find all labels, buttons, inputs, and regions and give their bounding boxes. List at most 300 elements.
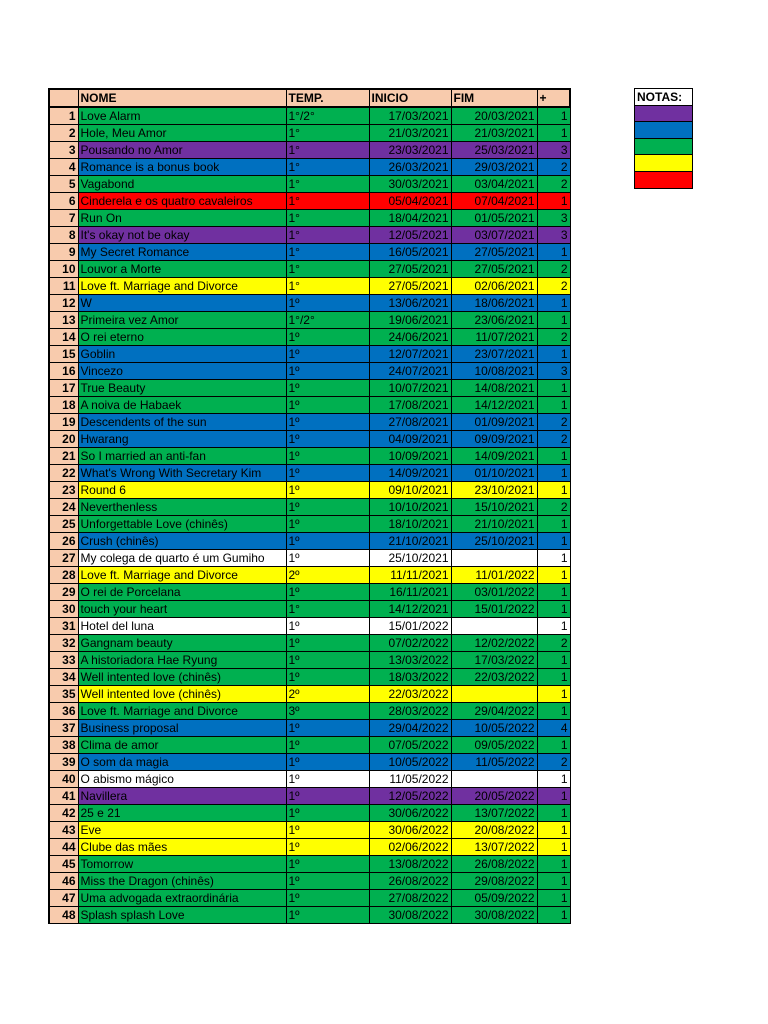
end-date-cell[interactable]: 05/09/2022	[451, 890, 537, 907]
plus-count-cell[interactable]: 1	[537, 839, 570, 856]
row-number-cell[interactable]: 41	[49, 788, 78, 805]
row-number-cell[interactable]: 9	[49, 244, 78, 261]
drama-name-cell[interactable]: Business proposal	[78, 720, 286, 737]
drama-name-cell[interactable]: Unforgettable Love (chinês)	[78, 516, 286, 533]
start-date-cell[interactable]: 30/06/2022	[369, 822, 451, 839]
end-date-cell[interactable]: 11/05/2022	[451, 754, 537, 771]
plus-count-cell[interactable]: 3	[537, 210, 570, 227]
plus-count-cell[interactable]: 4	[537, 720, 570, 737]
season-cell[interactable]: 1°	[286, 244, 369, 261]
drama-name-cell[interactable]: O abismo mágico	[78, 771, 286, 788]
row-number-cell[interactable]: 3	[49, 142, 78, 159]
start-date-cell[interactable]: 10/07/2021	[369, 380, 451, 397]
row-number-cell[interactable]: 35	[49, 686, 78, 703]
row-number-cell[interactable]: 5	[49, 176, 78, 193]
row-number-cell[interactable]: 21	[49, 448, 78, 465]
end-date-cell[interactable]: 29/08/2022	[451, 873, 537, 890]
row-number-cell[interactable]: 12	[49, 295, 78, 312]
row-number-cell[interactable]: 40	[49, 771, 78, 788]
start-date-cell[interactable]: 02/06/2022	[369, 839, 451, 856]
season-cell[interactable]: 1º	[286, 397, 369, 414]
drama-name-cell[interactable]: Vincezo	[78, 363, 286, 380]
drama-name-cell[interactable]: Tomorrow	[78, 856, 286, 873]
plus-count-cell[interactable]: 2	[537, 278, 570, 295]
start-date-cell[interactable]: 21/03/2021	[369, 125, 451, 142]
plus-count-cell[interactable]: 1	[537, 516, 570, 533]
plus-count-cell[interactable]: 1	[537, 805, 570, 822]
plus-count-cell[interactable]: 1	[537, 907, 570, 924]
row-number-cell[interactable]: 31	[49, 618, 78, 635]
season-cell[interactable]: 1º	[286, 431, 369, 448]
start-date-cell[interactable]: 07/02/2022	[369, 635, 451, 652]
drama-name-cell[interactable]: Eve	[78, 822, 286, 839]
season-cell[interactable]: 1º	[286, 737, 369, 754]
end-date-cell[interactable]: 17/03/2022	[451, 652, 537, 669]
plus-count-cell[interactable]: 1	[537, 652, 570, 669]
row-number-cell[interactable]: 26	[49, 533, 78, 550]
season-cell[interactable]: 1º	[286, 380, 369, 397]
end-date-cell[interactable]: 02/06/2021	[451, 278, 537, 295]
drama-name-cell[interactable]: Descendents of the sun	[78, 414, 286, 431]
start-date-cell[interactable]: 10/05/2022	[369, 754, 451, 771]
row-number-cell[interactable]: 42	[49, 805, 78, 822]
plus-count-cell[interactable]: 2	[537, 261, 570, 278]
drama-name-cell[interactable]: Navillera	[78, 788, 286, 805]
notes-swatch[interactable]	[635, 171, 693, 188]
row-number-cell[interactable]: 13	[49, 312, 78, 329]
header-cell-season[interactable]: TEMP.	[286, 89, 369, 107]
season-cell[interactable]: 1º	[286, 584, 369, 601]
row-number-cell[interactable]: 38	[49, 737, 78, 754]
season-cell[interactable]: 1º	[286, 771, 369, 788]
season-cell[interactable]: 1º	[286, 414, 369, 431]
drama-name-cell[interactable]: Clube das mães	[78, 839, 286, 856]
drama-name-cell[interactable]: My colega de quarto é um Gumiho	[78, 550, 286, 567]
end-date-cell[interactable]: 09/05/2022	[451, 737, 537, 754]
start-date-cell[interactable]: 17/03/2021	[369, 107, 451, 125]
end-date-cell[interactable]: 03/01/2022	[451, 584, 537, 601]
row-number-cell[interactable]: 14	[49, 329, 78, 346]
season-cell[interactable]: 1º	[286, 448, 369, 465]
row-number-cell[interactable]: 46	[49, 873, 78, 890]
start-date-cell[interactable]: 05/04/2021	[369, 193, 451, 210]
season-cell[interactable]: 1º	[286, 873, 369, 890]
drama-name-cell[interactable]: Run On	[78, 210, 286, 227]
drama-name-cell[interactable]: Hwarang	[78, 431, 286, 448]
end-date-cell[interactable]: 01/09/2021	[451, 414, 537, 431]
drama-name-cell[interactable]: Romance is a bonus book	[78, 159, 286, 176]
season-cell[interactable]: 1°	[286, 278, 369, 295]
start-date-cell[interactable]: 24/07/2021	[369, 363, 451, 380]
row-number-cell[interactable]: 1	[49, 107, 78, 125]
plus-count-cell[interactable]: 1	[537, 856, 570, 873]
plus-count-cell[interactable]: 2	[537, 159, 570, 176]
drama-name-cell[interactable]: A historiadora Hae Ryung	[78, 652, 286, 669]
season-cell[interactable]: 1°/2°	[286, 107, 369, 125]
start-date-cell[interactable]: 29/04/2022	[369, 720, 451, 737]
row-number-cell[interactable]: 37	[49, 720, 78, 737]
start-date-cell[interactable]: 27/05/2021	[369, 261, 451, 278]
plus-count-cell[interactable]: 1	[537, 737, 570, 754]
row-number-cell[interactable]: 18	[49, 397, 78, 414]
row-number-cell[interactable]: 43	[49, 822, 78, 839]
season-cell[interactable]: 1°	[286, 125, 369, 142]
row-number-cell[interactable]: 39	[49, 754, 78, 771]
season-cell[interactable]: 1º	[286, 329, 369, 346]
plus-count-cell[interactable]: 1	[537, 295, 570, 312]
row-number-cell[interactable]: 11	[49, 278, 78, 295]
drama-name-cell[interactable]: Splash splash Love	[78, 907, 286, 924]
end-date-cell[interactable]: 03/07/2021	[451, 227, 537, 244]
end-date-cell[interactable]: 01/05/2021	[451, 210, 537, 227]
row-number-cell[interactable]: 20	[49, 431, 78, 448]
end-date-cell[interactable]	[451, 550, 537, 567]
season-cell[interactable]: 1º	[286, 907, 369, 924]
end-date-cell[interactable]: 09/09/2021	[451, 431, 537, 448]
end-date-cell[interactable]: 13/07/2022	[451, 805, 537, 822]
season-cell[interactable]: 1º	[286, 754, 369, 771]
end-date-cell[interactable]	[451, 686, 537, 703]
start-date-cell[interactable]: 16/05/2021	[369, 244, 451, 261]
end-date-cell[interactable]: 21/10/2021	[451, 516, 537, 533]
start-date-cell[interactable]: 14/09/2021	[369, 465, 451, 482]
end-date-cell[interactable]: 10/08/2021	[451, 363, 537, 380]
season-cell[interactable]: 3º	[286, 703, 369, 720]
plus-count-cell[interactable]: 2	[537, 414, 570, 431]
start-date-cell[interactable]: 09/10/2021	[369, 482, 451, 499]
start-date-cell[interactable]: 10/10/2021	[369, 499, 451, 516]
end-date-cell[interactable]: 15/01/2022	[451, 601, 537, 618]
plus-count-cell[interactable]: 1	[537, 686, 570, 703]
end-date-cell[interactable]: 21/03/2021	[451, 125, 537, 142]
end-date-cell[interactable]: 20/08/2022	[451, 822, 537, 839]
season-cell[interactable]: 1º	[286, 618, 369, 635]
season-cell[interactable]: 1º	[286, 499, 369, 516]
row-number-cell[interactable]: 24	[49, 499, 78, 516]
drama-name-cell[interactable]: Louvor a Morte	[78, 261, 286, 278]
row-number-cell[interactable]: 28	[49, 567, 78, 584]
row-number-cell[interactable]: 32	[49, 635, 78, 652]
season-cell[interactable]: 1º	[286, 465, 369, 482]
row-number-cell[interactable]: 48	[49, 907, 78, 924]
start-date-cell[interactable]: 26/08/2022	[369, 873, 451, 890]
end-date-cell[interactable]: 11/07/2021	[451, 329, 537, 346]
header-cell-plus[interactable]: +	[537, 89, 570, 107]
season-cell[interactable]: 1º	[286, 839, 369, 856]
start-date-cell[interactable]: 22/03/2022	[369, 686, 451, 703]
end-date-cell[interactable]: 27/05/2021	[451, 261, 537, 278]
end-date-cell[interactable]: 13/07/2022	[451, 839, 537, 856]
row-number-cell[interactable]: 29	[49, 584, 78, 601]
start-date-cell[interactable]: 18/10/2021	[369, 516, 451, 533]
end-date-cell[interactable]: 23/10/2021	[451, 482, 537, 499]
season-cell[interactable]: 1°	[286, 159, 369, 176]
drama-name-cell[interactable]: Love ft. Marriage and Divorce	[78, 703, 286, 720]
notes-title[interactable]: NOTAS:	[635, 89, 693, 106]
drama-name-cell[interactable]: Neverthenless	[78, 499, 286, 516]
plus-count-cell[interactable]: 2	[537, 176, 570, 193]
start-date-cell[interactable]: 11/11/2021	[369, 567, 451, 584]
plus-count-cell[interactable]: 1	[537, 618, 570, 635]
drama-name-cell[interactable]: 25 e 21	[78, 805, 286, 822]
drama-name-cell[interactable]: Love ft. Marriage and Divorce	[78, 278, 286, 295]
start-date-cell[interactable]: 04/09/2021	[369, 431, 451, 448]
plus-count-cell[interactable]: 1	[537, 448, 570, 465]
row-number-cell[interactable]: 23	[49, 482, 78, 499]
row-number-cell[interactable]: 47	[49, 890, 78, 907]
drama-name-cell[interactable]: A noiva de Habaek	[78, 397, 286, 414]
row-number-cell[interactable]: 27	[49, 550, 78, 567]
row-number-cell[interactable]: 4	[49, 159, 78, 176]
start-date-cell[interactable]: 27/08/2022	[369, 890, 451, 907]
plus-count-cell[interactable]: 2	[537, 329, 570, 346]
drama-name-cell[interactable]: Miss the Dragon (chinês)	[78, 873, 286, 890]
end-date-cell[interactable]: 29/03/2021	[451, 159, 537, 176]
start-date-cell[interactable]: 17/08/2021	[369, 397, 451, 414]
drama-name-cell[interactable]: Love ft. Marriage and Divorce	[78, 567, 286, 584]
season-cell[interactable]: 1º	[286, 533, 369, 550]
end-date-cell[interactable]: 11/01/2022	[451, 567, 537, 584]
season-cell[interactable]: 1°	[286, 142, 369, 159]
plus-count-cell[interactable]: 1	[537, 193, 570, 210]
end-date-cell[interactable]: 01/10/2021	[451, 465, 537, 482]
end-date-cell[interactable]: 18/06/2021	[451, 295, 537, 312]
row-number-cell[interactable]: 6	[49, 193, 78, 210]
row-number-cell[interactable]: 19	[49, 414, 78, 431]
season-cell[interactable]: 1°	[286, 261, 369, 278]
plus-count-cell[interactable]: 1	[537, 822, 570, 839]
plus-count-cell[interactable]: 1	[537, 567, 570, 584]
plus-count-cell[interactable]: 1	[537, 584, 570, 601]
plus-count-cell[interactable]: 1	[537, 397, 570, 414]
start-date-cell[interactable]: 12/05/2021	[369, 227, 451, 244]
end-date-cell[interactable]: 14/12/2021	[451, 397, 537, 414]
notes-swatch[interactable]	[635, 138, 693, 155]
row-number-cell[interactable]: 8	[49, 227, 78, 244]
notes-swatch[interactable]	[635, 105, 693, 122]
start-date-cell[interactable]: 13/08/2022	[369, 856, 451, 873]
season-cell[interactable]: 1º	[286, 652, 369, 669]
season-cell[interactable]: 1°/2°	[286, 312, 369, 329]
drama-name-cell[interactable]: So I married an anti-fan	[78, 448, 286, 465]
end-date-cell[interactable]: 25/03/2021	[451, 142, 537, 159]
row-number-cell[interactable]: 2	[49, 125, 78, 142]
season-cell[interactable]: 1º	[286, 635, 369, 652]
season-cell[interactable]: 1º	[286, 788, 369, 805]
plus-count-cell[interactable]: 3	[537, 142, 570, 159]
drama-name-cell[interactable]: O rei de Porcelana	[78, 584, 286, 601]
start-date-cell[interactable]: 14/12/2021	[369, 601, 451, 618]
notes-swatch[interactable]	[635, 155, 693, 172]
plus-count-cell[interactable]: 1	[537, 788, 570, 805]
end-date-cell[interactable]: 26/08/2022	[451, 856, 537, 873]
plus-count-cell[interactable]: 1	[537, 465, 570, 482]
plus-count-cell[interactable]: 1	[537, 601, 570, 618]
row-number-cell[interactable]: 22	[49, 465, 78, 482]
season-cell[interactable]: 1º	[286, 890, 369, 907]
season-cell[interactable]: 1º	[286, 516, 369, 533]
row-number-cell[interactable]: 7	[49, 210, 78, 227]
header-cell-index[interactable]	[49, 89, 78, 107]
start-date-cell[interactable]: 24/06/2021	[369, 329, 451, 346]
plus-count-cell[interactable]: 2	[537, 431, 570, 448]
start-date-cell[interactable]: 19/06/2021	[369, 312, 451, 329]
season-cell[interactable]: 1°	[286, 601, 369, 618]
end-date-cell[interactable]: 14/09/2021	[451, 448, 537, 465]
drama-name-cell[interactable]: Crush (chinês)	[78, 533, 286, 550]
plus-count-cell[interactable]: 1	[537, 533, 570, 550]
start-date-cell[interactable]: 25/10/2021	[369, 550, 451, 567]
start-date-cell[interactable]: 15/01/2022	[369, 618, 451, 635]
plus-count-cell[interactable]: 1	[537, 380, 570, 397]
plus-count-cell[interactable]: 1	[537, 107, 570, 125]
end-date-cell[interactable]	[451, 771, 537, 788]
plus-count-cell[interactable]: 1	[537, 125, 570, 142]
start-date-cell[interactable]: 27/08/2021	[369, 414, 451, 431]
start-date-cell[interactable]: 18/03/2022	[369, 669, 451, 686]
start-date-cell[interactable]: 21/10/2021	[369, 533, 451, 550]
season-cell[interactable]: 1º	[286, 346, 369, 363]
plus-count-cell[interactable]: 2	[537, 754, 570, 771]
end-date-cell[interactable]	[451, 618, 537, 635]
drama-name-cell[interactable]: Vagabond	[78, 176, 286, 193]
end-date-cell[interactable]: 20/05/2022	[451, 788, 537, 805]
drama-name-cell[interactable]: Round 6	[78, 482, 286, 499]
start-date-cell[interactable]: 30/08/2022	[369, 907, 451, 924]
plus-count-cell[interactable]: 1	[537, 873, 570, 890]
row-number-cell[interactable]: 33	[49, 652, 78, 669]
plus-count-cell[interactable]: 1	[537, 550, 570, 567]
drama-name-cell[interactable]: My Secret Romance	[78, 244, 286, 261]
drama-name-cell[interactable]: Hole, Meu Amor	[78, 125, 286, 142]
header-cell-start[interactable]: INICIO	[369, 89, 451, 107]
start-date-cell[interactable]: 30/03/2021	[369, 176, 451, 193]
start-date-cell[interactable]: 10/09/2021	[369, 448, 451, 465]
drama-name-cell[interactable]: Clima de amor	[78, 737, 286, 754]
start-date-cell[interactable]: 13/06/2021	[369, 295, 451, 312]
plus-count-cell[interactable]: 1	[537, 482, 570, 499]
header-cell-name[interactable]: NOME	[78, 89, 286, 107]
start-date-cell[interactable]: 12/07/2021	[369, 346, 451, 363]
plus-count-cell[interactable]: 1	[537, 771, 570, 788]
season-cell[interactable]: 1°	[286, 210, 369, 227]
row-number-cell[interactable]: 10	[49, 261, 78, 278]
start-date-cell[interactable]: 16/11/2021	[369, 584, 451, 601]
start-date-cell[interactable]: 30/06/2022	[369, 805, 451, 822]
end-date-cell[interactable]: 23/07/2021	[451, 346, 537, 363]
plus-count-cell[interactable]: 3	[537, 363, 570, 380]
plus-count-cell[interactable]: 1	[537, 890, 570, 907]
start-date-cell[interactable]: 13/03/2022	[369, 652, 451, 669]
plus-count-cell[interactable]: 1	[537, 669, 570, 686]
plus-count-cell[interactable]: 1	[537, 244, 570, 261]
plus-count-cell[interactable]: 1	[537, 703, 570, 720]
end-date-cell[interactable]: 20/03/2021	[451, 107, 537, 125]
drama-name-cell[interactable]: True Beauty	[78, 380, 286, 397]
season-cell[interactable]: 1°	[286, 227, 369, 244]
season-cell[interactable]: 1º	[286, 856, 369, 873]
end-date-cell[interactable]: 27/05/2021	[451, 244, 537, 261]
end-date-cell[interactable]: 25/10/2021	[451, 533, 537, 550]
drama-name-cell[interactable]: Uma advogada extraordinária	[78, 890, 286, 907]
start-date-cell[interactable]: 07/05/2022	[369, 737, 451, 754]
start-date-cell[interactable]: 11/05/2022	[369, 771, 451, 788]
notes-swatch[interactable]	[635, 122, 693, 139]
drama-name-cell[interactable]: What's Wrong With Secretary Kim	[78, 465, 286, 482]
end-date-cell[interactable]: 12/02/2022	[451, 635, 537, 652]
drama-name-cell[interactable]: Well intented love (chinês)	[78, 686, 286, 703]
season-cell[interactable]: 1º	[286, 720, 369, 737]
row-number-cell[interactable]: 36	[49, 703, 78, 720]
start-date-cell[interactable]: 18/04/2021	[369, 210, 451, 227]
drama-name-cell[interactable]: Primeira vez Amor	[78, 312, 286, 329]
end-date-cell[interactable]: 10/05/2022	[451, 720, 537, 737]
start-date-cell[interactable]: 28/03/2022	[369, 703, 451, 720]
season-cell[interactable]: 1º	[286, 805, 369, 822]
season-cell[interactable]: 1º	[286, 822, 369, 839]
drama-name-cell[interactable]: Cinderela e os quatro cavaleiros	[78, 193, 286, 210]
season-cell[interactable]: 1°	[286, 176, 369, 193]
drama-name-cell[interactable]: It's okay not be okay	[78, 227, 286, 244]
drama-name-cell[interactable]: O som da magia	[78, 754, 286, 771]
row-number-cell[interactable]: 16	[49, 363, 78, 380]
row-number-cell[interactable]: 44	[49, 839, 78, 856]
season-cell[interactable]: 1º	[286, 669, 369, 686]
end-date-cell[interactable]: 14/08/2021	[451, 380, 537, 397]
drama-name-cell[interactable]: Love Alarm	[78, 107, 286, 125]
plus-count-cell[interactable]: 2	[537, 499, 570, 516]
row-number-cell[interactable]: 30	[49, 601, 78, 618]
plus-count-cell[interactable]: 3	[537, 227, 570, 244]
start-date-cell[interactable]: 27/05/2021	[369, 278, 451, 295]
drama-name-cell[interactable]: touch your heart	[78, 601, 286, 618]
drama-name-cell[interactable]: Pousando no Amor	[78, 142, 286, 159]
end-date-cell[interactable]: 03/04/2021	[451, 176, 537, 193]
season-cell[interactable]: 1º	[286, 482, 369, 499]
end-date-cell[interactable]: 07/04/2021	[451, 193, 537, 210]
season-cell[interactable]: 1°	[286, 193, 369, 210]
row-number-cell[interactable]: 34	[49, 669, 78, 686]
row-number-cell[interactable]: 17	[49, 380, 78, 397]
season-cell[interactable]: 2º	[286, 686, 369, 703]
row-number-cell[interactable]: 15	[49, 346, 78, 363]
end-date-cell[interactable]: 22/03/2022	[451, 669, 537, 686]
start-date-cell[interactable]: 26/03/2021	[369, 159, 451, 176]
season-cell[interactable]: 1º	[286, 295, 369, 312]
plus-count-cell[interactable]: 1	[537, 346, 570, 363]
row-number-cell[interactable]: 45	[49, 856, 78, 873]
season-cell[interactable]: 2º	[286, 567, 369, 584]
drama-name-cell[interactable]: Gangnam beauty	[78, 635, 286, 652]
start-date-cell[interactable]: 23/03/2021	[369, 142, 451, 159]
end-date-cell[interactable]: 30/08/2022	[451, 907, 537, 924]
end-date-cell[interactable]: 23/06/2021	[451, 312, 537, 329]
end-date-cell[interactable]: 15/10/2021	[451, 499, 537, 516]
drama-name-cell[interactable]: Goblin	[78, 346, 286, 363]
row-number-cell[interactable]: 25	[49, 516, 78, 533]
drama-name-cell[interactable]: Well intented love (chinês)	[78, 669, 286, 686]
drama-name-cell[interactable]: Hotel del luna	[78, 618, 286, 635]
season-cell[interactable]: 1º	[286, 550, 369, 567]
end-date-cell[interactable]: 29/04/2022	[451, 703, 537, 720]
start-date-cell[interactable]: 12/05/2022	[369, 788, 451, 805]
header-cell-end[interactable]: FIM	[451, 89, 537, 107]
drama-name-cell[interactable]: W	[78, 295, 286, 312]
season-cell[interactable]: 1º	[286, 363, 369, 380]
drama-name-cell[interactable]: O rei eterno	[78, 329, 286, 346]
plus-count-cell[interactable]: 1	[537, 312, 570, 329]
plus-count-cell[interactable]: 2	[537, 635, 570, 652]
